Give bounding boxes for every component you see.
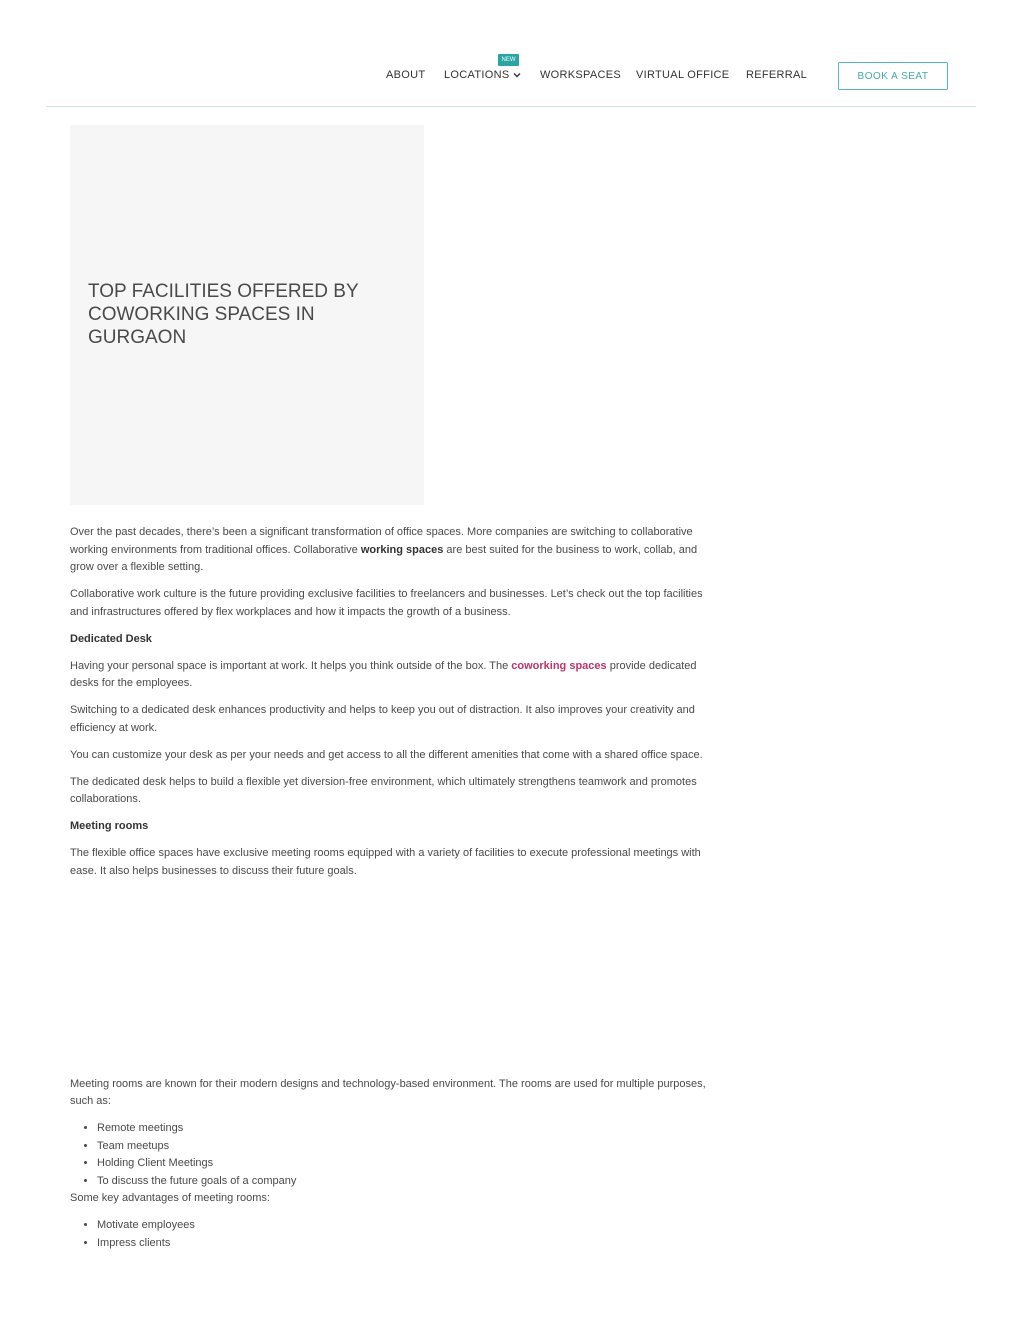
paragraph-text: are best suited for the business to work, collab, and grow over a flexible setting.	[70, 543, 698, 573]
book-a-seat-button[interactable]: BOOK A SEAT	[838, 62, 948, 90]
paragraph-meeting-rooms: The flexible office spaces have exclusive meeting rooms equipped with a variety of facilities to execute professional meetings with ease. It also helps businesses to discuss their future goals.	[70, 847, 701, 877]
page-title: TOP FACILITIES OFFERED BY COWORKING SPACES IN GURGAON	[88, 281, 359, 348]
article-body	[70, 524, 710, 1252]
nav-about[interactable]: ABOUT	[386, 69, 426, 81]
header-divider	[46, 106, 976, 107]
coworking-spaces-link[interactable]: coworking spaces	[511, 659, 607, 672]
nav-locations-label: LOCATIONS	[444, 69, 510, 81]
paragraph-intro	[70, 524, 710, 577]
site-header	[0, 0, 1024, 107]
new-badge: NEW	[498, 54, 519, 66]
purposes-list	[70, 1120, 710, 1190]
nav-referral[interactable]: REFERRAL	[746, 69, 808, 81]
list-item: • To discuss the future goals of a company	[97, 1173, 710, 1191]
paragraph-text: provide dedicated desks for the employees.	[70, 659, 697, 689]
paragraph-customize: You can customize your desk as per your needs and get access to all the different amenities that come with a shared office space.	[70, 748, 703, 761]
bold-working-spaces: working spaces	[360, 543, 444, 556]
paragraph-culture: Collaborative work culture is the future providing exclusive facilities to freelancers and businesses. Let’s check out the top facilities and infrastructures offered by flex workplaces and how it impacts the growth of a business.	[70, 588, 703, 618]
paragraph-personal-space	[70, 658, 710, 693]
list-item: • Remote meetings	[97, 1120, 710, 1138]
nav-workspaces[interactable]: WORKSPACES	[540, 69, 622, 81]
list-item: • Team meetups	[97, 1138, 710, 1156]
paragraph-productivity: Switching to a dedicated desk enhances productivity and helps to keep you out of distraction. It also improves your creativity and efficiency at work.	[70, 704, 695, 734]
chevron-down-icon	[513, 71, 521, 79]
paragraph-teamwork: The dedicated desk helps to build a flexible yet diversion-free environment, which ultimately strengthens teamwork and promotes collaborations.	[70, 775, 697, 805]
paragraph-text: Over the past decades, there’s been a significant transformation of office spaces. More companies are switching to collaborative working environments from traditional offices. Collaborative	[70, 526, 693, 556]
list-item: • Motivate employees	[97, 1217, 710, 1235]
list-item: • Holding Client Meetings	[97, 1155, 710, 1173]
nav-virtual-office[interactable]: VIRTUAL OFFICE	[636, 69, 730, 81]
paragraph-text: Having your personal space is important at work. It helps you think outside of the box. The	[70, 659, 512, 672]
image-placeholder	[70, 890, 710, 1076]
paragraph-modern-designs: Meeting rooms are known for their modern designs and technology-based environment. The rooms are used for multiple purposes, such as:	[70, 1077, 706, 1107]
nav-locations[interactable]	[444, 69, 521, 81]
paragraph-advantages: Some key advantages of meeting rooms:	[70, 1192, 270, 1204]
advantages-list	[70, 1217, 710, 1252]
heading-dedicated-desk: Dedicated Desk	[70, 632, 152, 645]
heading-meeting-rooms: Meeting rooms	[70, 820, 149, 832]
list-item: • Impress clients	[97, 1235, 710, 1253]
hero-banner	[70, 125, 424, 505]
